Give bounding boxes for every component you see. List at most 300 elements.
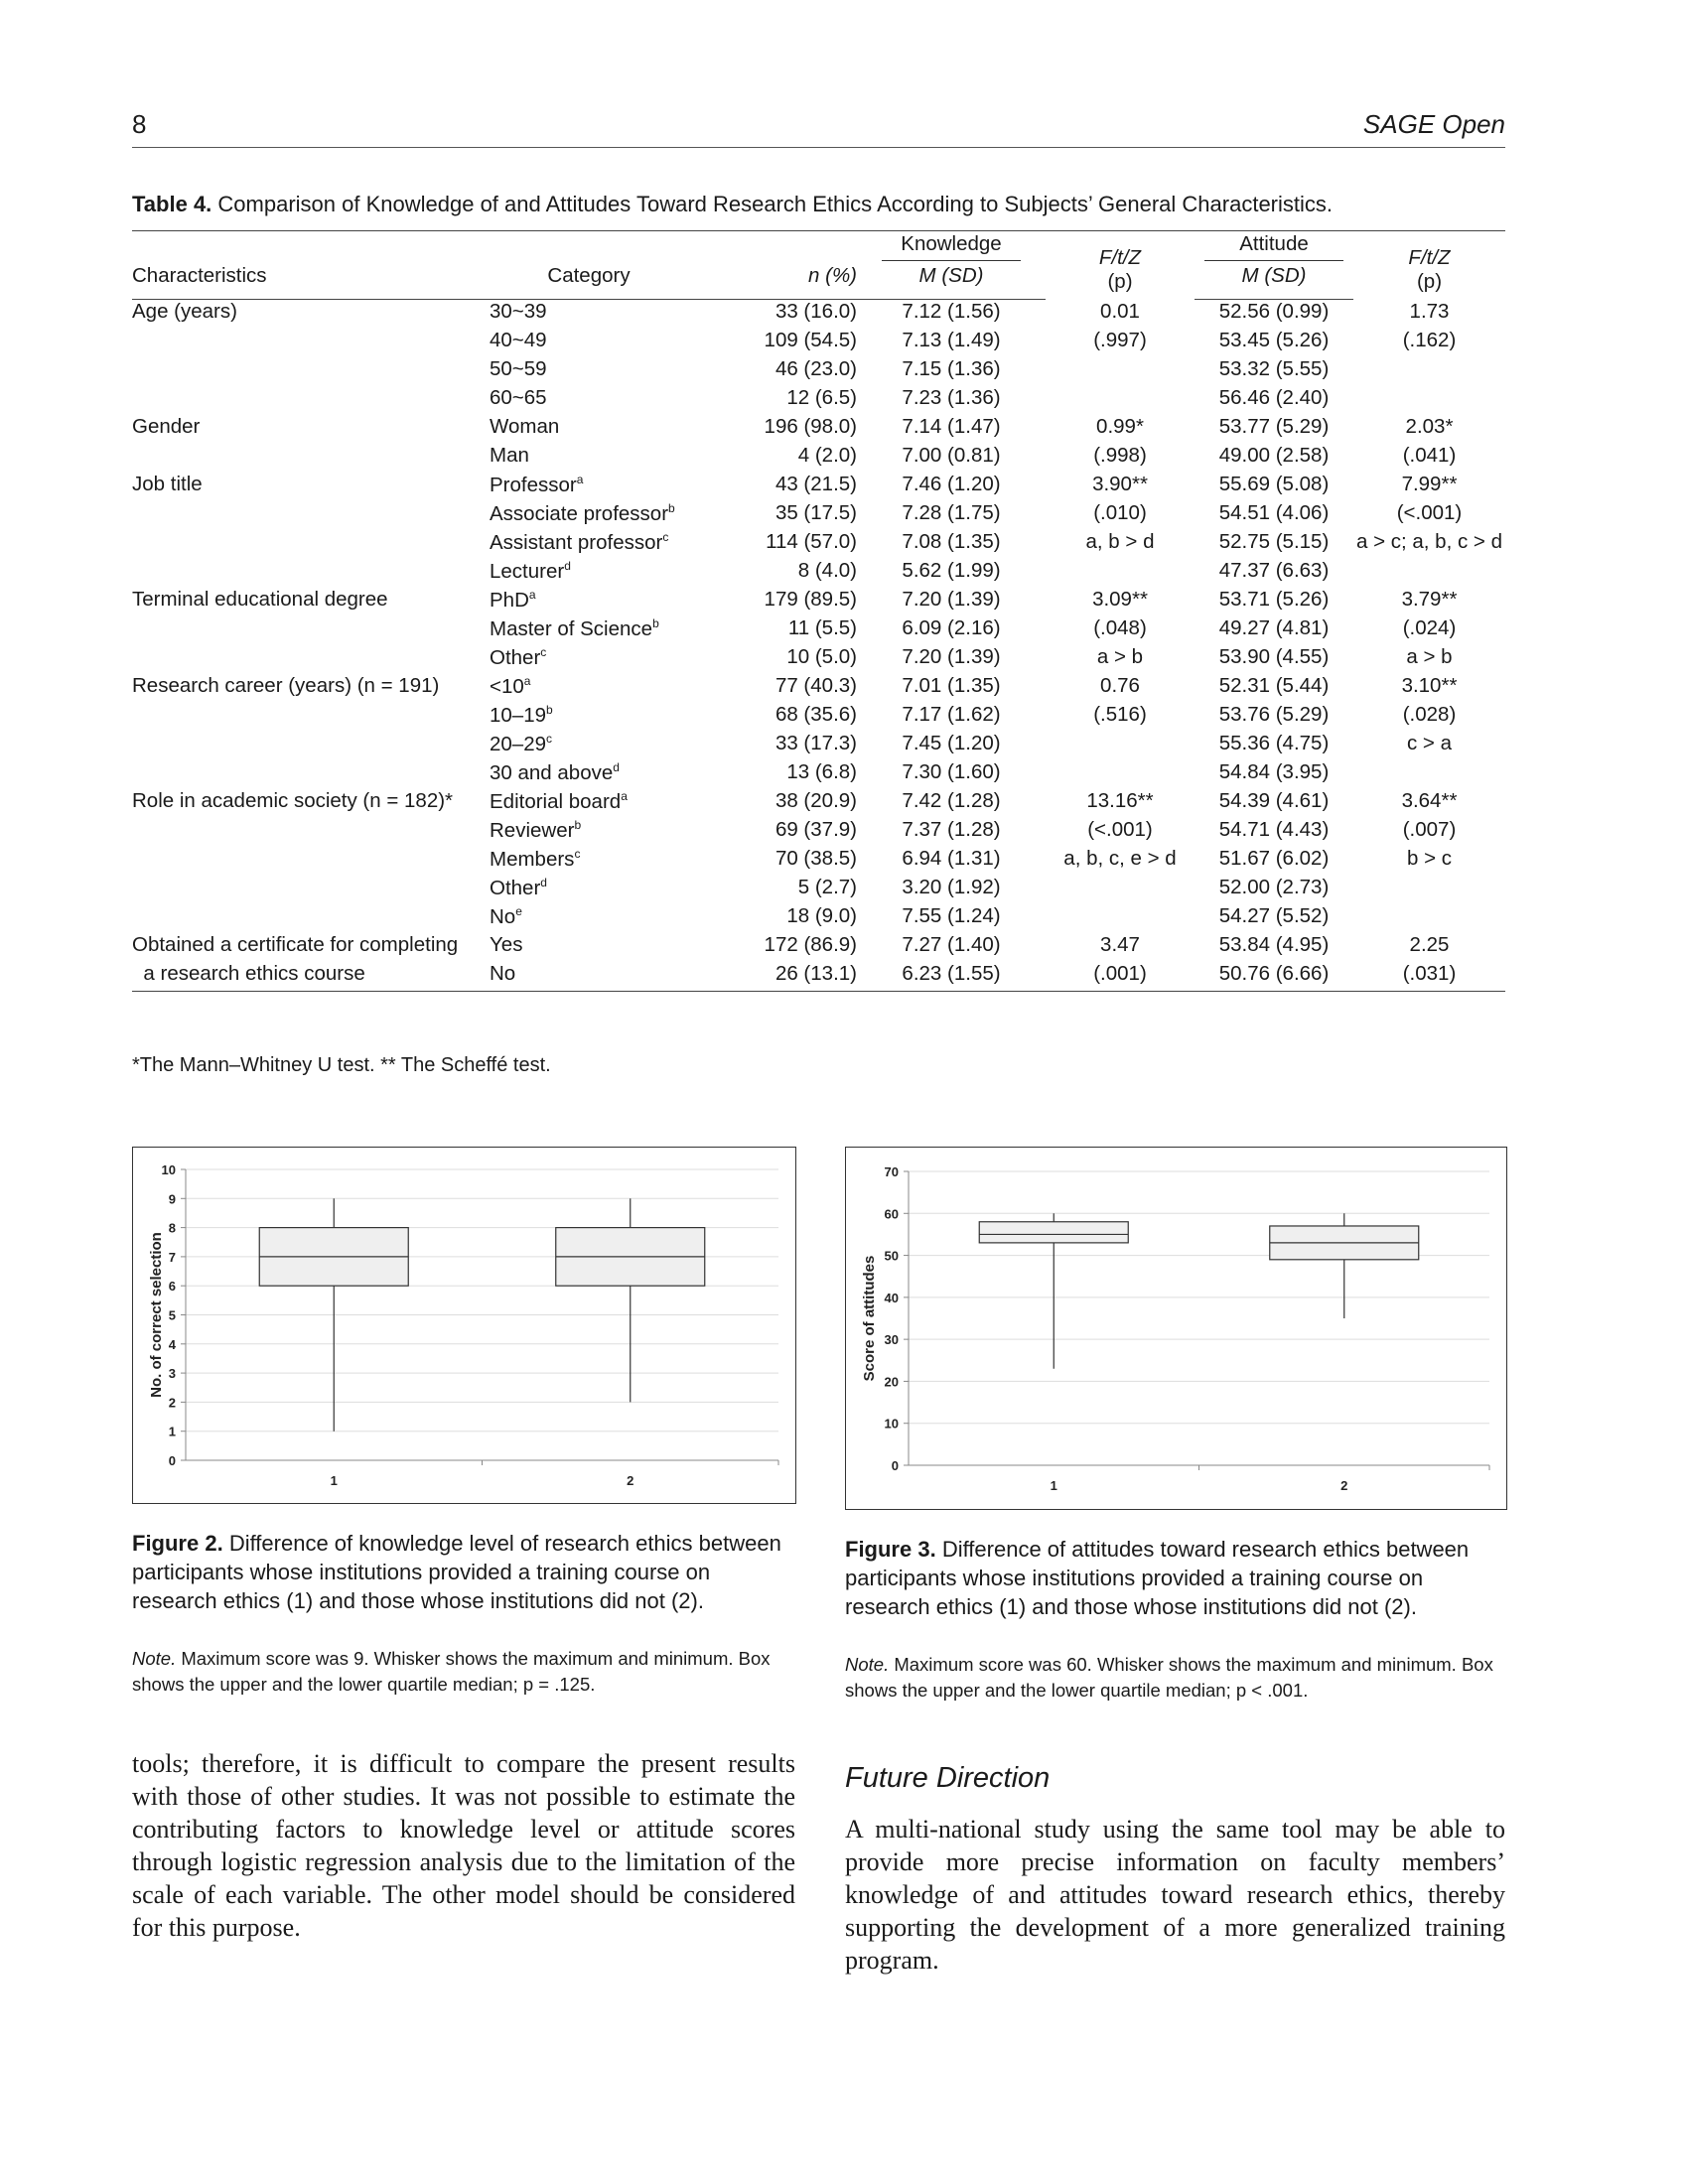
box — [979, 1222, 1128, 1243]
cell-attitude-ftz — [1353, 703, 1505, 732]
table-row — [132, 559, 1505, 588]
cell-knowledge-msd-text: 7.28 (1.75) — [902, 501, 1001, 524]
cell-category-text: No — [490, 962, 516, 985]
cell-attitude-msd-text: 55.36 (4.75) — [1218, 732, 1330, 754]
cell-characteristic — [132, 559, 490, 588]
a-msd-header: M (SD) — [1195, 261, 1353, 300]
cell-characteristic — [132, 876, 490, 904]
cell-n-text: 114 (57.0) — [766, 530, 857, 553]
cell-characteristic-text: Age (years) — [132, 300, 237, 323]
cell-attitude-msd-text: 52.31 (5.44) — [1218, 674, 1330, 697]
cell-characteristic — [132, 501, 490, 530]
y-axis-label: No. of correct selection — [148, 1232, 165, 1398]
cell-attitude-ftz — [1353, 876, 1505, 904]
cell-category-text: Other — [490, 645, 541, 669]
cell-n-text: 70 (38.5) — [774, 847, 857, 870]
cell-category-text: 40~49 — [490, 329, 547, 351]
y-tick-label: 6 — [168, 1279, 176, 1295]
y-tick-label: 20 — [884, 1374, 899, 1390]
cell-characteristic — [132, 645, 490, 674]
cell-attitude-msd-text: 53.77 (5.29) — [1218, 415, 1330, 438]
table-row — [132, 530, 1505, 559]
cell-attitude-msd — [1195, 357, 1353, 386]
cell-attitude-msd-text: 54.27 (5.52) — [1218, 904, 1330, 927]
cell-knowledge-msd — [857, 904, 1046, 933]
cell-attitude-msd — [1195, 415, 1353, 444]
cell-attitude-ftz — [1353, 962, 1505, 992]
cell-n-text: 5 (2.7) — [797, 876, 857, 898]
cell-category-text: Master of Science — [490, 616, 653, 640]
table-row — [132, 818, 1505, 847]
cell-knowledge-msd — [857, 357, 1046, 386]
cell-category — [490, 876, 688, 904]
cell-category-text: Lecturer — [490, 559, 565, 583]
cell-attitude-ftz-text: 2.25 — [1409, 933, 1450, 956]
cell-knowledge-msd-text: 6.94 (1.31) — [902, 847, 1001, 870]
cell-knowledge-msd-text: 7.27 (1.40) — [902, 933, 1001, 956]
cell-characteristic-text: Job title — [132, 473, 203, 495]
cell-n-text: 77 (40.3) — [774, 674, 857, 697]
cell-knowledge-msd-text: 7.20 (1.39) — [902, 588, 1001, 611]
cell-attitude-msd-text: 54.51 (4.06) — [1218, 501, 1330, 524]
cell-attitude-msd — [1195, 674, 1353, 703]
cell-knowledge-msd — [857, 588, 1046, 616]
cell-n-text: 18 (9.0) — [786, 904, 857, 927]
cell-category-text: PhD — [490, 588, 529, 612]
cell-characteristic-text: Terminal educational degree — [132, 588, 388, 611]
cell-n-text: 68 (35.6) — [774, 703, 857, 726]
cell-knowledge-msd — [857, 847, 1046, 876]
cell-characteristic-text: Research career (years) (n = 191) — [132, 674, 440, 697]
body-left-paragraph: tools; therefore, it is difficult to compare the present results with those of other studies. It was not possible to estimate the contributing factors to knowledge level or attitude scores through logistic regression analysis due to the limitation of the scale of each variable. The other model should be considered for this purpose. — [132, 1749, 795, 1942]
cell-attitude-msd-text: 53.45 (5.26) — [1218, 329, 1330, 351]
cell-knowledge-msd-text: 3.20 (1.92) — [902, 876, 1001, 898]
cell-knowledge-ftz — [1046, 703, 1195, 732]
page-number: 8 — [132, 109, 147, 139]
cell-attitude-msd — [1195, 473, 1353, 501]
cell-n — [688, 473, 857, 501]
cell-knowledge-ftz-text: 3.09** — [1092, 588, 1148, 611]
cell-knowledge-ftz-text: (.001) — [1093, 962, 1147, 985]
y-tick-label: 10 — [884, 1416, 899, 1432]
cell-knowledge-msd-text: 7.13 (1.49) — [902, 329, 1001, 351]
cell-knowledge-ftz-text: (.048) — [1093, 616, 1147, 639]
y-axis-label: Score of attitudes — [861, 1255, 878, 1382]
y-tick-label: 60 — [884, 1206, 899, 1222]
cell-knowledge-msd-text: 7.42 (1.28) — [902, 789, 1001, 812]
cell-n — [688, 876, 857, 904]
cell-attitude-msd-text: 56.46 (2.40) — [1218, 386, 1330, 409]
cell-knowledge-msd-text: 7.45 (1.20) — [902, 732, 1001, 754]
y-tick-label: 0 — [168, 1453, 176, 1468]
cell-n — [688, 415, 857, 444]
cell-attitude-msd — [1195, 732, 1353, 760]
cell-category — [490, 616, 688, 645]
table-row — [132, 847, 1505, 876]
cell-category-text: Woman — [490, 415, 560, 438]
cell-knowledge-msd-text: 7.12 (1.56) — [902, 300, 1001, 323]
cell-attitude-msd-text: 53.76 (5.29) — [1218, 703, 1330, 726]
cell-n-text: 179 (89.5) — [764, 588, 857, 611]
page-header — [132, 105, 1505, 148]
cell-category — [490, 703, 688, 732]
figure-2-frame — [132, 1147, 796, 1504]
y-tick-label: 70 — [884, 1164, 899, 1179]
category-superscript: b — [652, 616, 659, 630]
cell-category — [490, 300, 688, 330]
cell-knowledge-ftz-text: 0.01 — [1100, 299, 1140, 323]
cell-knowledge-ftz-text: 3.47 — [1100, 933, 1140, 956]
cell-n — [688, 588, 857, 616]
cell-attitude-ftz — [1353, 300, 1505, 330]
table-row — [132, 760, 1505, 789]
cell-n-text: 10 (5.0) — [786, 645, 857, 668]
cell-attitude-msd-text: 53.84 (4.95) — [1218, 933, 1330, 956]
x-category-label: 2 — [627, 1473, 634, 1488]
cell-attitude-msd — [1195, 703, 1353, 732]
cell-category-text: Professor — [490, 473, 577, 496]
cell-attitude-msd-text: 53.71 (5.26) — [1218, 588, 1330, 611]
cell-knowledge-msd — [857, 760, 1046, 789]
journal-name: SAGE Open — [1362, 109, 1505, 139]
cell-knowledge-ftz — [1046, 818, 1195, 847]
cell-attitude-msd-text: 49.00 (2.58) — [1218, 444, 1330, 467]
cell-n — [688, 789, 857, 818]
figure-2-chart — [133, 1148, 795, 1503]
cell-attitude-ftz-text: 2.03* — [1405, 415, 1454, 438]
cell-n-text: 69 (37.9) — [774, 818, 857, 841]
cell-category-text: Members — [490, 847, 575, 871]
cell-knowledge-msd-text: 7.30 (1.60) — [902, 760, 1001, 783]
cell-category-text: 60~65 — [490, 386, 547, 409]
figure-2-caption-text: Difference of knowledge level of research ethics between participants whose institutions provided a training course on research ethics (1) and those whose institutions did not (2). — [132, 1531, 781, 1613]
cell-attitude-msd — [1195, 329, 1353, 357]
cell-attitude-ftz — [1353, 501, 1505, 530]
cell-attitude-msd — [1195, 760, 1353, 789]
cell-attitude-ftz — [1353, 732, 1505, 760]
y-tick-label: 50 — [884, 1248, 899, 1264]
category-superscript: a — [576, 473, 584, 486]
table-row — [132, 300, 1505, 330]
table-caption — [132, 192, 1505, 217]
cell-attitude-msd-text: 50.76 (6.66) — [1218, 962, 1330, 985]
cell-attitude-msd — [1195, 501, 1353, 530]
y-tick-label: 4 — [168, 1336, 176, 1352]
cell-category — [490, 732, 688, 760]
cell-n — [688, 847, 857, 876]
cell-knowledge-ftz-text: a, b > d — [1085, 530, 1155, 553]
y-tick-label: 40 — [884, 1290, 899, 1305]
cell-attitude-msd-text: 53.32 (5.55) — [1218, 357, 1330, 380]
category-superscript: c — [540, 645, 547, 659]
cell-attitude-msd-text: 54.39 (4.61) — [1218, 789, 1330, 812]
cell-attitude-ftz — [1353, 444, 1505, 473]
cell-characteristic — [132, 847, 490, 876]
cell-knowledge-ftz — [1046, 674, 1195, 703]
cell-attitude-msd — [1195, 789, 1353, 818]
figure-3-note-label: Note. — [845, 1654, 890, 1675]
cell-knowledge-ftz-text: (.998) — [1093, 444, 1147, 467]
cell-n — [688, 300, 857, 330]
cell-knowledge-ftz-text: (<.001) — [1087, 818, 1153, 841]
col-n: n (%) — [688, 261, 857, 300]
cell-knowledge-msd — [857, 616, 1046, 645]
cell-n — [688, 760, 857, 789]
cell-category — [490, 933, 688, 962]
cell-knowledge-ftz — [1046, 876, 1195, 904]
category-superscript: d — [564, 559, 571, 573]
cell-attitude-ftz-text: (.024) — [1402, 616, 1457, 639]
cell-n-text: 33 (16.0) — [774, 300, 857, 323]
k-p-header: (p) — [1107, 269, 1133, 293]
category-superscript: d — [613, 760, 620, 774]
cell-category — [490, 674, 688, 703]
cell-attitude-msd — [1195, 876, 1353, 904]
cell-category — [490, 559, 688, 588]
a-ftz-header: F/t/Z — [1408, 245, 1451, 269]
cell-characteristic — [132, 386, 490, 415]
y-tick-label: 10 — [161, 1162, 176, 1177]
cell-knowledge-ftz — [1046, 933, 1195, 962]
table-row — [132, 616, 1505, 645]
col-category: Category — [490, 261, 688, 300]
cell-knowledge-ftz — [1046, 588, 1195, 616]
cell-knowledge-ftz — [1046, 300, 1195, 330]
cell-knowledge-ftz — [1046, 962, 1195, 992]
cell-attitude-ftz — [1353, 760, 1505, 789]
cell-attitude-ftz-text: (.007) — [1402, 818, 1457, 841]
cell-characteristic — [132, 933, 490, 962]
cell-category — [490, 357, 688, 386]
cell-attitude-ftz-text: 3.79** — [1401, 588, 1458, 611]
cell-characteristic — [132, 473, 490, 501]
cell-attitude-msd-text: 52.75 (5.15) — [1218, 530, 1330, 553]
cell-n — [688, 559, 857, 588]
cell-attitude-ftz — [1353, 530, 1505, 559]
cell-category — [490, 415, 688, 444]
table-row — [132, 732, 1505, 760]
table-row — [132, 444, 1505, 473]
table-footnote: *The Mann–Whitney U test. ** The Scheffé test. — [132, 1054, 551, 1076]
category-superscript: a — [523, 674, 531, 688]
table-row — [132, 357, 1505, 386]
cell-knowledge-ftz — [1046, 444, 1195, 473]
cell-knowledge-msd — [857, 818, 1046, 847]
cell-attitude-ftz-text: a > b — [1406, 645, 1453, 668]
cell-knowledge-msd-text: 7.14 (1.47) — [902, 415, 1001, 438]
cell-characteristic — [132, 357, 490, 386]
cell-n-text: 109 (54.5) — [764, 329, 857, 351]
figure-3-label: Figure 3. — [845, 1537, 936, 1562]
cell-n-text: 33 (17.3) — [774, 732, 857, 754]
cell-attitude-ftz-text: (.041) — [1402, 444, 1457, 467]
cell-knowledge-msd — [857, 501, 1046, 530]
cell-n-text: 11 (5.5) — [787, 616, 857, 639]
a-p-header: (p) — [1416, 269, 1443, 293]
cell-knowledge-msd — [857, 559, 1046, 588]
table-row — [132, 415, 1505, 444]
cell-attitude-ftz — [1353, 386, 1505, 415]
cell-attitude-ftz-text: b > c — [1406, 847, 1452, 870]
cell-knowledge-ftz-text: (.516) — [1093, 703, 1147, 726]
table-row — [132, 904, 1505, 933]
cell-characteristic — [132, 703, 490, 732]
y-tick-label: 30 — [884, 1332, 899, 1348]
table-row — [132, 645, 1505, 674]
table-row — [132, 789, 1505, 818]
cell-category-text: 10–19 — [490, 703, 547, 727]
y-tick-label: 5 — [168, 1307, 176, 1323]
cell-category — [490, 645, 688, 674]
x-category-label: 1 — [1050, 1478, 1057, 1493]
cell-attitude-ftz-text: (.031) — [1402, 962, 1457, 985]
category-superscript: e — [515, 904, 522, 918]
cell-characteristic — [132, 674, 490, 703]
cell-knowledge-ftz-text: (.010) — [1093, 501, 1147, 524]
cell-characteristic — [132, 789, 490, 818]
cell-category — [490, 444, 688, 473]
table-row — [132, 674, 1505, 703]
cell-category — [490, 329, 688, 357]
cell-n-text: 26 (13.1) — [774, 962, 857, 985]
figure-2-caption — [132, 1529, 787, 1615]
figure-2-note — [132, 1646, 802, 1698]
cell-attitude-ftz — [1353, 789, 1505, 818]
cell-n — [688, 329, 857, 357]
cell-knowledge-ftz — [1046, 530, 1195, 559]
cell-characteristic — [132, 444, 490, 473]
category-superscript: b — [546, 703, 553, 717]
cell-characteristic — [132, 904, 490, 933]
cell-category-text: 30~39 — [490, 300, 547, 323]
cell-characteristic-text: Role in academic society (n = 182)* — [132, 789, 454, 812]
cell-attitude-msd — [1195, 588, 1353, 616]
cell-knowledge-ftz — [1046, 329, 1195, 357]
cell-knowledge-msd — [857, 473, 1046, 501]
cell-knowledge-msd — [857, 530, 1046, 559]
category-superscript: a — [621, 789, 628, 803]
cell-knowledge-ftz-text: (.997) — [1093, 329, 1147, 351]
body-right-paragraph: A multi-national study using the same tool may be able to provide more precise information on faculty members’ knowledge of and attitudes toward research ethics, thereby supporting the development of a more generalized training program. — [845, 1815, 1505, 1975]
cell-knowledge-ftz-text: a > b — [1096, 645, 1144, 668]
cell-n — [688, 645, 857, 674]
cell-n — [688, 674, 857, 703]
cell-knowledge-msd-text: 7.08 (1.35) — [902, 530, 1001, 553]
cell-knowledge-ftz-text: 0.76 — [1100, 674, 1140, 697]
table-row — [132, 703, 1505, 732]
y-tick-label: 7 — [168, 1249, 176, 1265]
cell-knowledge-msd-text: 7.17 (1.62) — [902, 703, 1001, 726]
category-superscript: c — [574, 847, 581, 861]
table-row — [132, 933, 1505, 962]
cell-n-text: 38 (20.9) — [774, 789, 857, 812]
cell-category — [490, 588, 688, 616]
cell-attitude-msd-text: 55.69 (5.08) — [1218, 473, 1330, 495]
table-label: Table 4. — [132, 192, 212, 216]
table-row — [132, 501, 1505, 530]
group-attitude: Attitude — [1204, 232, 1343, 261]
category-superscript: a — [528, 588, 536, 602]
cell-n-text: 46 (23.0) — [774, 357, 857, 380]
cell-attitude-ftz — [1353, 329, 1505, 357]
category-superscript: c — [662, 530, 669, 544]
cell-knowledge-ftz — [1046, 789, 1195, 818]
cell-knowledge-ftz — [1046, 645, 1195, 674]
cell-attitude-ftz-text: a > c; a, b, c > d — [1355, 530, 1502, 553]
cell-knowledge-ftz-text: 13.16** — [1086, 789, 1154, 812]
cell-knowledge-ftz — [1046, 760, 1195, 789]
cell-knowledge-msd — [857, 876, 1046, 904]
cell-n — [688, 933, 857, 962]
cell-attitude-msd-text: 54.84 (3.95) — [1218, 760, 1330, 783]
cell-attitude-msd-text: 52.00 (2.73) — [1218, 876, 1330, 898]
cell-category-text: Associate professor — [490, 501, 669, 525]
cell-attitude-msd-text: 51.67 (6.02) — [1218, 847, 1330, 870]
table-row — [132, 962, 1505, 992]
cell-category-text: 30 and above — [490, 760, 614, 784]
cell-category-text: Assistant professor — [490, 530, 663, 554]
cell-knowledge-msd-text: 7.15 (1.36) — [902, 357, 1001, 380]
cell-n-text: 8 (4.0) — [797, 559, 857, 582]
cell-attitude-ftz — [1353, 616, 1505, 645]
figure-2-note-text: Maximum score was 9. Whisker shows the maximum and minimum. Box shows the upper and the lower quartile median; p = .125. — [132, 1648, 771, 1695]
cell-category-text: Editorial board — [490, 789, 622, 813]
cell-category-text: <10 — [490, 674, 524, 698]
cell-attitude-msd-text: 47.37 (6.63) — [1218, 559, 1330, 582]
figure-3-frame — [845, 1147, 1507, 1510]
cell-attitude-ftz-text: (.162) — [1402, 329, 1457, 351]
table-4 — [132, 230, 1505, 992]
cell-attitude-msd-text: 53.90 (4.55) — [1218, 645, 1330, 668]
cell-attitude-ftz-text: 3.64** — [1401, 789, 1458, 812]
cell-category — [490, 530, 688, 559]
cell-n-text: 43 (21.5) — [774, 473, 857, 495]
y-tick-label: 3 — [168, 1366, 176, 1382]
cell-attitude-msd-text: 52.56 (0.99) — [1218, 300, 1330, 323]
cell-attitude-msd — [1195, 530, 1353, 559]
cell-category — [490, 473, 688, 501]
cell-attitude-msd — [1195, 904, 1353, 933]
cell-n — [688, 530, 857, 559]
cell-category-text: Reviewer — [490, 818, 575, 842]
table-row — [132, 588, 1505, 616]
cell-attitude-ftz-text: (<.001) — [1396, 501, 1463, 524]
cell-category — [490, 904, 688, 933]
cell-characteristic — [132, 588, 490, 616]
cell-characteristic — [132, 732, 490, 760]
cell-knowledge-ftz — [1046, 415, 1195, 444]
cell-knowledge-msd-text: 7.01 (1.35) — [902, 674, 1001, 697]
cell-category — [490, 386, 688, 415]
category-superscript: d — [540, 876, 547, 889]
cell-knowledge-ftz — [1046, 357, 1195, 386]
cell-knowledge-ftz — [1046, 386, 1195, 415]
figure-2-label: Figure 2. — [132, 1531, 223, 1556]
cell-n — [688, 501, 857, 530]
cell-knowledge-msd — [857, 789, 1046, 818]
cell-knowledge-ftz-text: 3.90** — [1092, 473, 1148, 495]
cell-knowledge-ftz — [1046, 616, 1195, 645]
cell-attitude-ftz — [1353, 847, 1505, 876]
x-category-label: 2 — [1340, 1478, 1348, 1493]
cell-characteristic — [132, 415, 490, 444]
cell-knowledge-msd — [857, 703, 1046, 732]
cell-knowledge-ftz — [1046, 473, 1195, 501]
cell-knowledge-msd — [857, 962, 1046, 992]
cell-knowledge-msd-text: 7.23 (1.36) — [902, 386, 1001, 409]
figure-3-chart — [846, 1148, 1506, 1509]
cell-attitude-ftz — [1353, 559, 1505, 588]
